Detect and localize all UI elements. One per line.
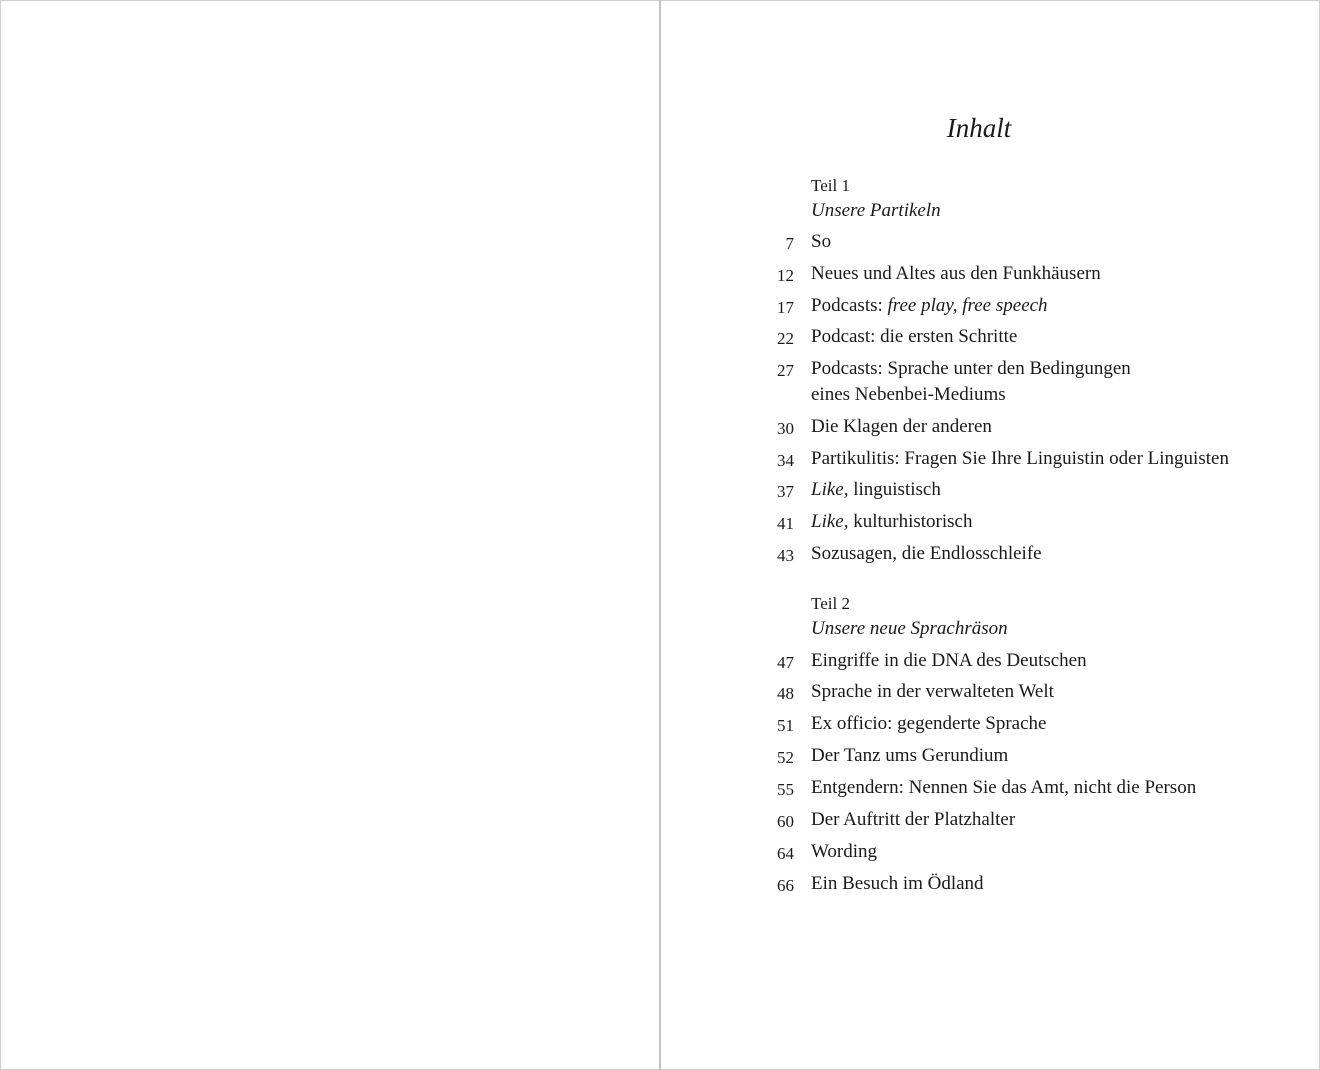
page-number: 52 [777, 748, 794, 767]
entry-title: Podcast: die ersten Schritte [811, 326, 1018, 347]
entry-title [811, 509, 1291, 535]
page-number: 27 [777, 361, 794, 380]
page-number: 60 [777, 812, 794, 831]
toc-heading: Inhalt [946, 113, 1012, 143]
page-number: 12 [777, 266, 794, 285]
entry-title: Die Klagen der anderen [811, 416, 992, 437]
entry-title: Der Tanz ums Gerundium [811, 745, 1009, 766]
page-number: 66 [777, 876, 794, 895]
page-number: 48 [777, 684, 794, 703]
entry-title: Ex officio: gegenderte Sprache [811, 713, 1047, 734]
page-number: 7 [785, 234, 794, 253]
page-number: 43 [777, 546, 794, 565]
entry-title-italic: Like, [811, 511, 849, 532]
part-2-header [811, 591, 1008, 641]
entry-title-plain: Podcasts: [811, 295, 888, 316]
entry-title: Wording [811, 841, 878, 862]
page-number: 37 [777, 482, 794, 501]
entry-title [811, 293, 1291, 319]
part-label: Teil 2 [811, 594, 850, 613]
entry-title: Der Auftritt der Platzhalter [811, 809, 1016, 830]
page-number: 64 [777, 844, 794, 863]
entry-title: Ein Besuch im Ödland [811, 873, 984, 894]
entry-title-continuation: eines Nebenbei-Mediums [811, 384, 1006, 405]
right-page [661, 1, 1319, 1069]
page-number: 41 [777, 514, 794, 533]
part-title: Unsere neue Sprachräson [811, 618, 1008, 639]
page-number: 55 [777, 780, 794, 799]
entry-title [811, 477, 1291, 503]
page-number: 30 [777, 419, 794, 438]
page-number: 17 [777, 298, 794, 317]
part-label: Teil 1 [811, 176, 850, 195]
entry-title-italic: free play, free speech [887, 295, 1048, 316]
entry-title: Sprache in der verwalteten Welt [811, 681, 1054, 702]
entry-title: Eingriffe in die DNA des Deutschen [811, 650, 1087, 671]
left-page-blank [1, 1, 659, 1069]
entry-title: Sozusagen, die Endlosschleife [811, 543, 1042, 564]
entry-title: So [811, 231, 832, 252]
page-number: 47 [777, 653, 794, 672]
entry-title-plain: kulturhistorisch [848, 511, 973, 532]
entry-title-italic: Like, [811, 479, 849, 500]
page-number: 51 [777, 716, 794, 735]
part-title: Unsere Partikeln [811, 200, 941, 221]
entry-title-plain: linguistisch [848, 479, 941, 500]
page-number: 22 [777, 329, 794, 348]
entry-title: Neues und Altes aus den Funkhäusern [811, 263, 1101, 284]
entry-title: Entgendern: Nennen Sie das Amt, nicht die Person [811, 777, 1197, 798]
part-1-header [811, 173, 941, 223]
entry-title: Podcasts: Sprache unter den Bedingungen [811, 358, 1131, 379]
entry-title: Partikulitis: Fragen Sie Ihre Linguistin oder Linguisten [811, 448, 1229, 469]
page-number: 34 [777, 451, 794, 470]
